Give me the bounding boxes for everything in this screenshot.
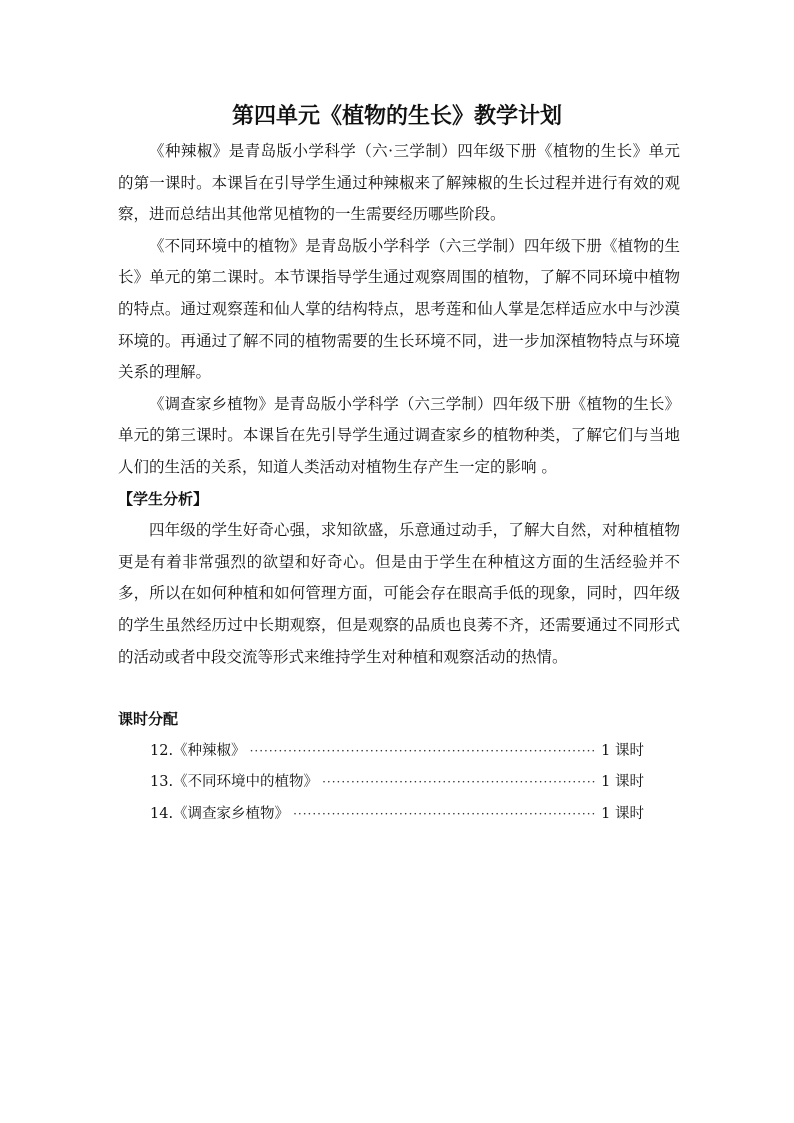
- schedule-item-hours: 1 课时: [601, 742, 644, 759]
- schedule-item: [118, 736, 680, 768]
- lesson-intro-paragraph-2: 《不同环境中的植物》是青岛版小学科学（六三学制）四年级下册《植物的生长》单元的第二课时。本节课指导学生通过观察周围的植物，了解不同环境中植物的特点。通过观察莲和仙人掌的结构特点，思考莲和仙人掌是怎样适应水中与沙漠环境的。再通过了解不同的植物需要的生长环境不同，进一步加深植物特点与环境关系的理解。: [118, 236, 680, 382]
- schedule-list: [118, 736, 680, 831]
- schedule-item-hours: 1 课时: [601, 805, 644, 822]
- student-analysis-paragraph: 四年级的学生好奇心强，求知欲盛，乐意通过动手，了解大自然，对种植植物更是有着非常强烈的欲望和好奇心。但是由于学生在种植这方面的生活经验并不多，所以在如何种植和如何管理方面，可能会存在眼高手低的现象，同时，四年级的学生虽然经历过中长期观察，但是观察的品质也良莠不齐，还需要通过不同形式的活动或者中段交流等形式来维持学生对种植和观察活动的热情。: [118, 521, 680, 666]
- document-body: [118, 136, 680, 830]
- schedule-item: [118, 767, 680, 799]
- student-analysis-heading: 【学生分析】: [118, 489, 209, 508]
- schedule-item-hours: 1 课时: [601, 774, 644, 791]
- schedule-item: [118, 799, 680, 831]
- schedule-item-label: 13.《不同环境中的植物》: [150, 774, 319, 791]
- document-title: 第四单元《植物的生长》教学计划: [231, 104, 562, 129]
- schedule-heading: 课时分配: [118, 710, 179, 729]
- dot-leader: [322, 767, 597, 799]
- spacer: [118, 673, 680, 704]
- dot-leader: [250, 736, 598, 768]
- lesson-intro-paragraph-1: 《种辣椒》是青岛版小学科学（六·三学制）四年级下册《植物的生长》单元的第一课时。本课旨在引导学生通过种辣椒来了解辣椒的生长过程并进行有效的观察，进而总结出其他常见植物的一生需要经历哪些阶段。: [118, 142, 680, 224]
- dot-leader: [293, 799, 597, 831]
- schedule-item-label: 14.《调查家乡植物》: [150, 805, 290, 822]
- lesson-intro-paragraph-3: 《调查家乡植物》是青岛版小学科学（六三学制）四年级下册《植物的生长》单元的第三课时。本课旨在先引导学生通过调查家乡的植物种类，了解它们与当地人们的生活的关系，知道人类活动对植物生存产生一定的影响 。: [118, 394, 680, 476]
- schedule-item-label: 12.《种辣椒》: [150, 742, 246, 759]
